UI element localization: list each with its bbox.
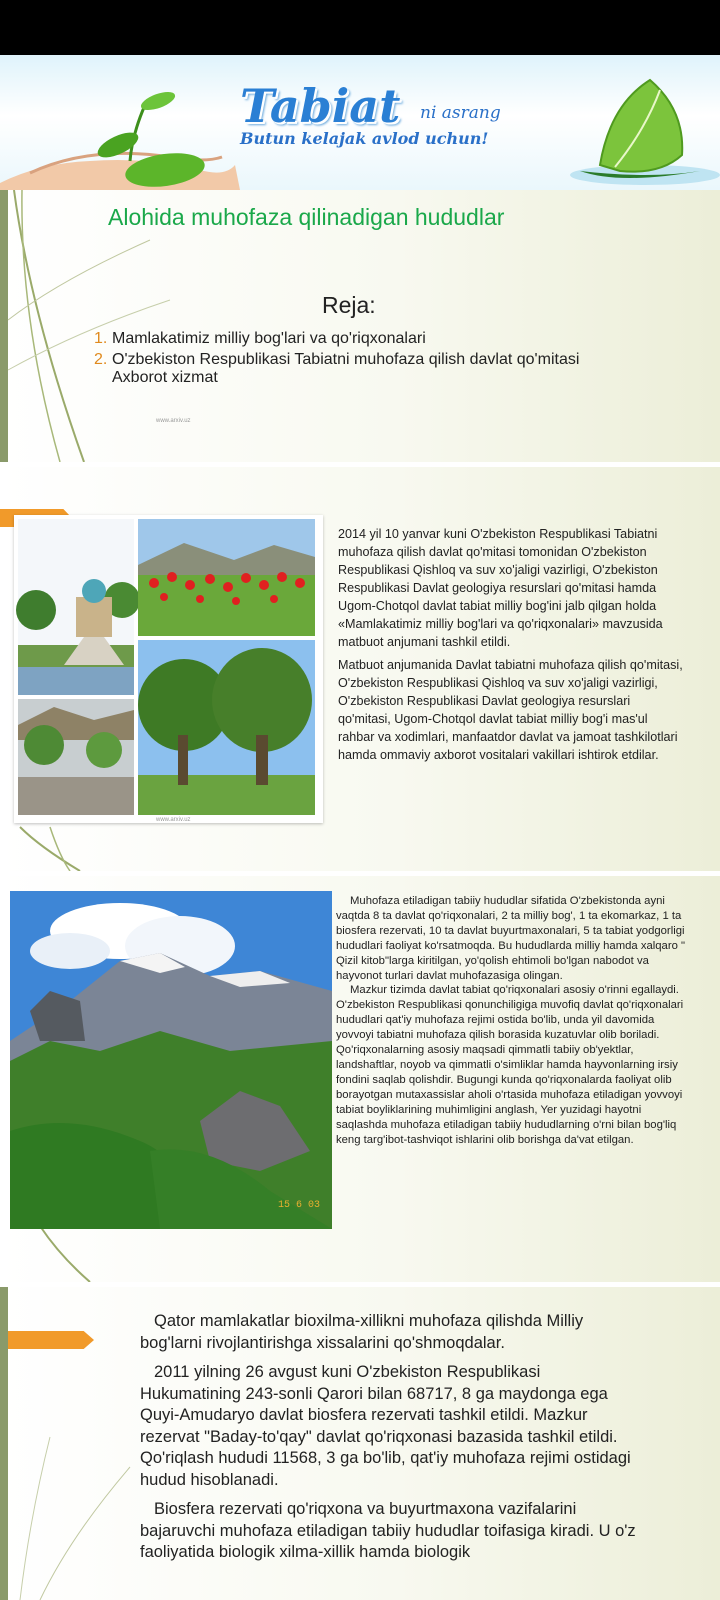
banner-subtitle: Butun kelajak avlod uchun!: [240, 129, 489, 148]
watermark: www.arxiv.uz: [156, 418, 191, 424]
slide-4-text: [140, 1311, 640, 1572]
decorative-lines: [0, 1287, 140, 1600]
photo-timestamp: 15 6 03: [278, 1200, 321, 1211]
status-bar: [0, 0, 720, 55]
hands-sprout-icon: [0, 65, 240, 190]
slide-title: Alohida muhofaza qilinadigan hududlar: [108, 204, 505, 230]
leaf-on-water-icon: [560, 75, 720, 190]
mountain-photo: [10, 891, 332, 1229]
slide-2-text: [338, 525, 683, 769]
paragraph: 2011 yilning 26 avgust kuni O'zbekiston Respublikasi Hukumatining 243-sonli Qarori bilan 68717, 8 ga maydonga ega Quyi-Amudaryo davlat biosfera rezervati tashkil etildi. Mazkur rezervat "Baday-to'qay" davlat qo'riqxonasi bazasida tashkil etildi. Qo'riqlash hududi 11568, 3 ga bo'lib, qat'iy muhofaza rejimi ostidagi hudud hisoblanadi.: [140, 1363, 631, 1489]
photo-collage-image: [14, 515, 323, 823]
plan-list: [94, 330, 594, 390]
paragraph: Matbuot anjumanida Davlat tabiatni muhofaza qilish qo'mitasi, O'zbekiston Respublikasi Qishloq va suv xo'jaligi vazirligi, O'zbekiston Respublikasi Davlat geologiya resurslari qo'mitasi, Ugom-Chotqol davlat tabiat milliy bog'i mas'ul rahbar va xodimlari, manfaatdor davlat va jamoat tashkilotlari hamda ommaviy axborot vositalari vakillari ishtirok etdilar.: [338, 658, 683, 762]
plan-item: [94, 351, 594, 387]
slide-4: [0, 1287, 720, 1600]
paragraph: Mazkur tizimda davlat tabiat qo'riqxonalari asosiy o'rinni egallaydi. O'zbekiston Respublikasi qonunchiligiga muvofiq davlat qo'riqxonalari hududlari qat'iy muhofaza rejimi ostida bo'lib, unda yil davomida yovvoyi tabiatni muhofaza qilish borasida kuzatuvlar olib boriladi. Qo'riqxonalarning asosiy maqsadi qimmatli tabiiy ob'yektlar, landshaftlar, noyob va qimmatli o'simliklar hamda hayvonlarning irsiy fondini saqlab qolishdir. Bugungi kunda qo'riqxonalarda faoliyat olib borayotgan mutaxassislar aholi o'rtasida muhofaza etiladigan yovvoyi tabiat boyliklarining muhimligini anglash, Yer yuzidagi hayotni saqlashda muhofaza etiladigan tabiiy hududlarning o'rni bilan bog'liq keng targ'ibot-tashviqot ishlarini olib borishga da'vat etilgan.: [336, 984, 684, 1146]
banner-title: Tabiat: [240, 79, 401, 133]
plan-item-text: Mamlakatimiz milliy bog'lari va qo'riqxonalari: [112, 330, 426, 347]
plan-item: [94, 330, 594, 348]
header-banner: [0, 55, 720, 190]
slide-2: [0, 467, 720, 871]
plan-item-number: 2.: [94, 351, 108, 368]
slide-1: [0, 190, 720, 462]
slide-3: [0, 876, 720, 1282]
slide-3-text: [336, 894, 691, 1147]
banner-title-suffix: ni asrang: [420, 103, 501, 123]
paragraph: Biosfera rezervati qo'riqxona va buyurtmaxona vazifalarini bajaruvchi muhofaza etiladigan tabiiy hududlar toifasiga kiradi. U o'z faoliyatida biologik xilma-xillik hamda biologik: [140, 1500, 636, 1561]
paragraph: Qator mamlakatlar bioxilma-xillikni muhofaza qilishda Milliy bog'larni rivojlantirishga xissalarini qo'shmoqdalar.: [140, 1312, 584, 1352]
plan-item-number: 1.: [94, 330, 108, 347]
paragraph: 2014 yil 10 yanvar kuni O'zbekiston Respublikasi Tabiatni muhofaza qilish davlat qo'mitasi tomonidan O'zbekiston Respublikasi Qishloq va suv xo'jaligi vazirligi, O'zbekiston Respublikasi Davlat geologiya resurslari qo'mitasi hamda Ugom-Chotqol davlat tabiat milliy bog'ini jalb qilgan holda «Mamlakatimiz milliy bog'lari va qo'riqxonalari» mavzusida matbuot anjumani tashkil etildi.: [338, 527, 663, 649]
watermark: www.arxiv.uz: [156, 817, 191, 823]
plan-item-text: O'zbekiston Respublikasi Tabiatni muhofaza qilish davlat qo'mitasi Axborot xizmat: [112, 351, 580, 386]
plan-heading: Reja:: [322, 292, 376, 318]
paragraph: Muhofaza etiladigan tabiiy hududlar sifatida O'zbekistonda ayni vaqtda 8 ta davlat qo'riqxonalari, 2 ta milliy bog', 1 ta ekomarkaz, 1 ta biosfera rezervati, 10 ta davlat buyurtmaxonalari, 5 ta tabiat yodgorligi hududlari faoliyat ko'rsatmoqda. Bu hududlarda milliy hamda xalqaro " Qizil kitob"larga kiritilgan, yo'qolish ehtimoli bo'lgan nabodot va hayvonot turlari davlat muhofazasiga olingan.: [336, 895, 686, 982]
photo-collage: [14, 515, 323, 823]
